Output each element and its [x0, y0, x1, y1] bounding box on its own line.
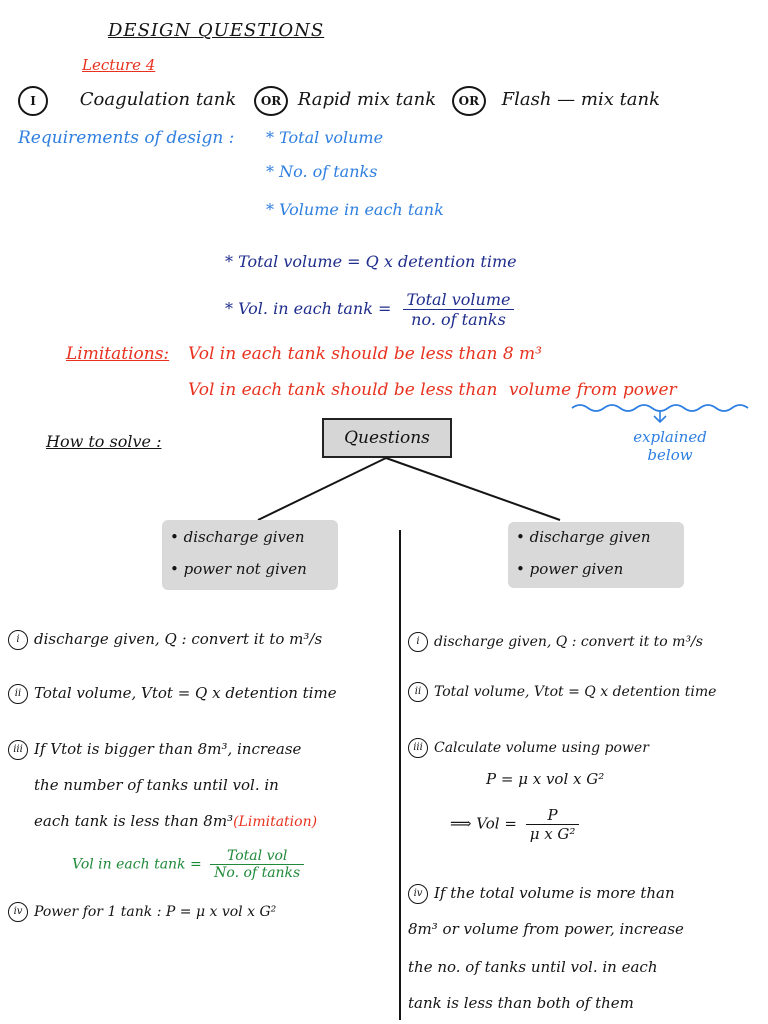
limitation-1: Vol in each tank should be less than 8 m³	[188, 344, 542, 364]
lecture-label: Lecture 4	[82, 56, 156, 74]
limitation-note: (Limitation)	[233, 814, 318, 830]
fraction-numerator: P	[526, 806, 580, 825]
step-text: If Vtot is bigger than 8m³, increase	[34, 740, 302, 758]
step-text: Total volume, Vtot = Q x detention time	[434, 684, 717, 700]
right-branch-box	[508, 522, 684, 588]
right-step-2	[408, 682, 716, 702]
right-step-3	[408, 738, 649, 758]
right-step-3-vol-formula	[450, 806, 579, 843]
fraction-denominator: no. of tanks	[411, 310, 506, 329]
right-step-1	[408, 632, 703, 652]
left-branch-item: • power not given	[170, 560, 307, 578]
right-step-4-line-2: 8m³ or volume from power, increase	[408, 920, 684, 938]
step-text: Power for 1 tank : P = μ x vol x G²	[34, 904, 277, 920]
step-number: iv	[8, 902, 28, 922]
page-title: DESIGN QUESTIONS	[108, 20, 325, 41]
questions-box: Questions	[322, 418, 452, 458]
requirement-item: * Total volume	[266, 128, 384, 147]
left-step-3	[8, 740, 301, 760]
how-to-solve-label: How to solve :	[46, 432, 162, 451]
right-branch-item: • power given	[516, 560, 624, 578]
right-step-4-line-3: the no. of tanks until vol. in each	[408, 958, 658, 976]
step-text: Total volume, Vtot = Q x detention time	[34, 684, 337, 702]
step-text: discharge given, Q : convert it to m³/s	[34, 630, 323, 648]
total-volume-formula: * Total volume = Q x detention time	[225, 252, 517, 271]
right-branch-item: • discharge given	[516, 528, 651, 546]
step-number: ii	[408, 682, 428, 702]
fraction-denominator: No. of tanks	[214, 865, 301, 881]
coagulation-tank-label: Coagulation tank	[79, 89, 237, 110]
formula-fraction	[526, 806, 580, 843]
volume-from-power: volume from power	[508, 380, 677, 400]
left-branch-box	[162, 520, 338, 590]
section-marker: I	[18, 86, 48, 116]
explained-below-note: explained below	[633, 428, 707, 464]
limitation-2-prefix: Vol in each tank should be less than	[188, 380, 498, 400]
right-step-4-line-4: tank is less than both of them	[408, 994, 634, 1012]
left-step-1	[8, 630, 322, 650]
rapid-mix-tank-label: Rapid mix tank	[297, 89, 437, 110]
flash-mix-tank-label: Flash — mix tank	[501, 89, 661, 110]
requirement-item: * No. of tanks	[266, 162, 378, 181]
step-number: i	[8, 630, 28, 650]
right-step-4	[408, 884, 675, 904]
step-text: Calculate volume using power	[434, 740, 649, 756]
requirements-label: Requirements of design :	[18, 128, 235, 148]
left-step-3-line-2: the number of tanks until vol. in	[34, 776, 279, 794]
or-marker-1: OR	[254, 86, 288, 116]
left-branch-item: • discharge given	[170, 528, 305, 546]
left-step-4	[8, 902, 276, 922]
vol-each-tank-prefix: * Vol. in each tank =	[225, 299, 392, 318]
fraction-denominator: μ x G²	[529, 825, 576, 843]
or-marker-2: OR	[452, 86, 486, 116]
formula-prefix: ⟹ Vol =	[450, 814, 517, 833]
left-step-3-formula	[72, 848, 304, 881]
step-number: i	[408, 632, 428, 652]
step-text: each tank is less than 8m³	[34, 812, 234, 830]
step-number: ii	[8, 684, 28, 704]
limitations-label: Limitations:	[66, 344, 170, 364]
step-number: iii	[408, 738, 428, 758]
right-step-3-power-formula: P = μ x vol x G²	[486, 770, 605, 788]
fraction-numerator: Total volume	[403, 290, 515, 310]
formula-fraction	[210, 848, 304, 881]
left-step-3-line-3	[34, 812, 317, 830]
step-number: iv	[408, 884, 428, 904]
formula-prefix: Vol in each tank =	[72, 856, 202, 873]
step-text: discharge given, Q : convert it to m³/s	[434, 634, 703, 650]
step-number: iii	[8, 740, 28, 760]
requirement-item: * Volume in each tank	[266, 200, 444, 219]
left-step-2	[8, 684, 337, 704]
step-text: If the total volume is more than	[434, 884, 675, 902]
fraction-numerator: Total vol	[210, 848, 304, 865]
